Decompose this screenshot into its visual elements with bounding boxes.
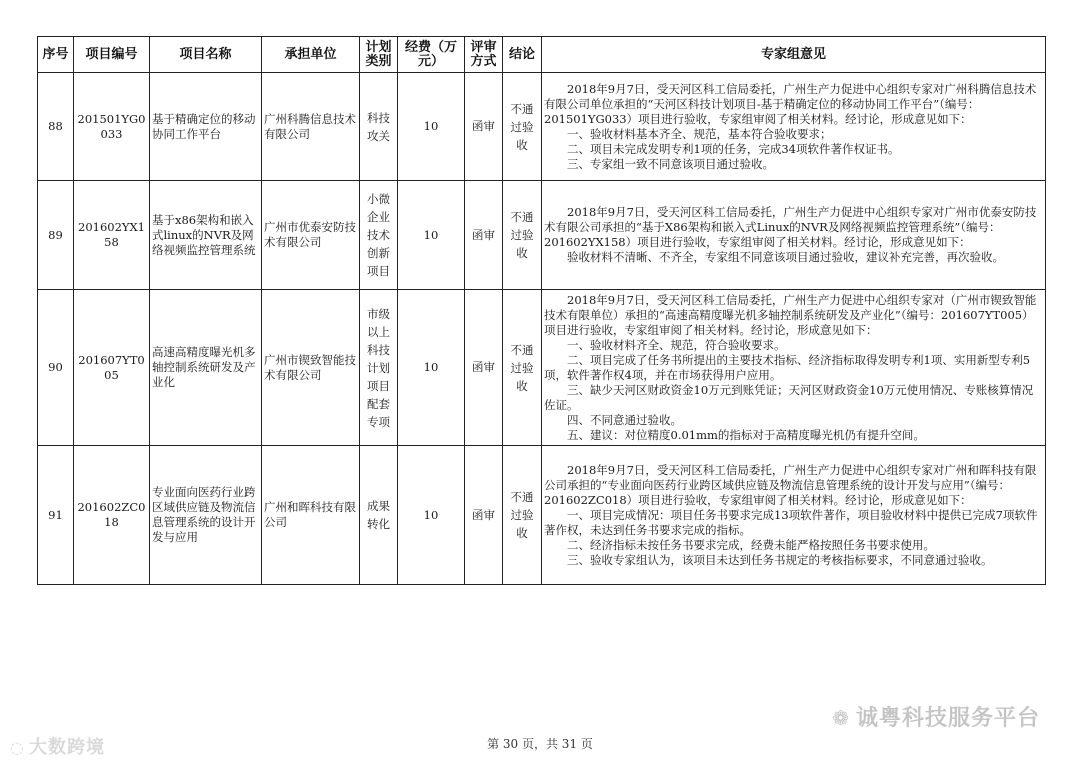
opinion-item: 验收材料不清晰、不齐全，专家组不同意该项目通过验收，建议补充完善，再次验收。 — [567, 250, 1004, 264]
table-row — [38, 181, 1046, 290]
table-row — [38, 73, 1046, 181]
opinion-intro: 2018年9月7日，受天河区科工信局委托，广州生产力促进中心组织专家对广州市优泰安防技术有限公司承担的“基于X86架构和嵌入式Linux的NVR及网络视频监控管理系统”（编号：201602YX158）项目进行验收，专家组审阅了相关材料。经讨论，形成意见如下： — [544, 205, 1037, 249]
opinion-item: 四、不同意通过验收。 — [567, 412, 682, 427]
row-funding: 10 — [398, 73, 465, 181]
row-no: 90 — [38, 290, 74, 446]
row-conclusion-text: 不通过验收 — [510, 101, 534, 152]
row-name: 基于精确定位的移动协同工作平台 — [150, 73, 262, 181]
row-funding: 10 — [398, 290, 465, 446]
row-conclusion — [503, 446, 542, 585]
acceptance-results-table — [37, 36, 1046, 585]
header-code: 项目编号 — [74, 37, 150, 73]
row-name: 专业面向医药行业跨区域供应链及物流信息管理系统的设计开发与应用 — [150, 446, 262, 585]
row-name: 基于x86架构和嵌入式linux的NVR及网络视频监控管理系统 — [150, 181, 262, 290]
watermark-right-text: 诚粤科技服务平台 — [855, 706, 1040, 731]
row-unit: 广州和晖科技有限公司 — [262, 446, 360, 585]
row-conclusion — [503, 181, 542, 290]
row-opinion — [542, 290, 1046, 446]
brand-logo-icon: ◌ — [10, 738, 25, 757]
watermark-left-text: 大数跨境 — [28, 737, 105, 758]
opinion-item: 五、建议：对位精度0.01mm的指标对于高精度曝光机仍有提升空间。 — [567, 427, 925, 442]
page-number: 第 30 页，共 31 页 — [487, 737, 593, 751]
header-no: 序号 — [38, 37, 74, 73]
row-category-text: 成果转化 — [367, 499, 390, 531]
opinion-item: 二、项目完成了任务书所提出的主要技术指标、经济指标取得发明专利1项、实用新型专利5项，软件著作权4项，并在市场获得用户应用。 — [544, 352, 1031, 382]
row-funding: 10 — [398, 181, 465, 290]
row-opinion — [542, 446, 1046, 585]
table-row — [38, 446, 1046, 585]
header-review: 评审方式 — [465, 37, 503, 73]
row-category — [360, 446, 398, 585]
row-code: 201501YG0033 — [74, 73, 150, 181]
row-review: 函审 — [465, 73, 503, 181]
opinion-intro: 2018年9月7日，受天河区科工信局委托，广州生产力促进中心组织专家对（广州市锲致智能技术有限单位）承担的“高速高精度曝光机多轴控制系统研发及产业化”（编号：201607YT005）项目进行验收，专家组审阅了相关材料。经讨论，形成意见如下： — [544, 292, 1037, 337]
opinion-intro: 2018年9月7日，受天河区科工信局委托，广州生产力促进中心组织专家对广州和晖科技有限公司承担的“专业面向医药行业跨区域供应链及物流信息管理系统的设计开发与应用”（编号：201602ZC018）项目进行验收，专家组审阅了相关材料。经讨论，形成意见如下： — [544, 462, 1037, 507]
row-category-text: 市级以上科技计划项目配套专项 — [367, 306, 390, 429]
row-opinion — [542, 181, 1046, 290]
opinion-item: 三、专家组一致不同意该项目通过验收。 — [567, 156, 774, 171]
opinion-item: 一、项目完成情况：项目任务书要求完成13项软件著作，项目验收材料中提供已完成7项软件著作权，未达到任务书要求完成的指标。 — [544, 507, 1038, 537]
wechat-icon: ❁ — [832, 706, 850, 730]
row-review: 函审 — [465, 181, 503, 290]
row-no: 89 — [38, 181, 74, 290]
row-review: 函审 — [465, 290, 503, 446]
row-conclusion — [503, 290, 542, 446]
opinion-item: 二、经济指标未按任务书要求完成，经费未能严格按照任务书要求使用。 — [567, 537, 935, 552]
header-funding: 经费（万元） — [398, 37, 465, 73]
header-unit: 承担单位 — [262, 37, 360, 73]
opinion-intro: 2018年9月7日，受天河区科工信局委托，广州生产力促进中心组织专家对广州科腾信息技术有限公司单位承担的“天河区科技计划项目-基于精确定位的移动协同工作平台”（编号：201501YG033）项目进行验收，专家组审阅了相关材料。经讨论，形成意见如下： — [544, 81, 1037, 126]
row-conclusion-text: 不通过验收 — [510, 490, 534, 540]
header-category: 计划类别 — [360, 37, 398, 73]
row-no: 88 — [38, 73, 74, 181]
row-code: 201602YX158 — [74, 181, 150, 290]
opinion-item: 一、验收材料基本齐全、规范，基本符合验收要求； — [567, 126, 832, 141]
opinion-item: 一、验收材料齐全、规范，符合验收要求。 — [567, 337, 786, 352]
row-opinion — [542, 73, 1046, 181]
row-funding: 10 — [398, 446, 465, 585]
table-header-row — [38, 37, 1046, 73]
row-category — [360, 73, 398, 181]
row-unit: 广州市锲致智能技术有限公司 — [262, 290, 360, 446]
row-conclusion — [503, 73, 542, 181]
row-unit: 广州科腾信息技术有限公司 — [262, 73, 360, 181]
watermark-right — [832, 701, 1040, 732]
row-review: 函审 — [465, 446, 503, 585]
row-unit: 广州市优泰安防技术有限公司 — [262, 181, 360, 290]
row-name: 高速高精度曝光机多轴控制系统研发及产业化 — [150, 290, 262, 446]
row-category-text: 科技攻关 — [367, 110, 390, 143]
row-category-text: 小微企业技术创新项目 — [367, 192, 390, 278]
opinion-item: 三、缺少天河区财政资金10万元到账凭证；天河区财政资金10万元使用情况、专账核算情况佐证。 — [544, 382, 1034, 412]
row-code: 201607YT005 — [74, 290, 150, 446]
opinion-item: 三、验收专家组认为，该项目未达到任务书规定的考核指标要求，不同意通过验收。 — [567, 552, 993, 567]
header-name: 项目名称 — [150, 37, 262, 73]
row-category — [360, 290, 398, 446]
row-no: 91 — [38, 446, 74, 585]
header-conclusion: 结论 — [503, 37, 542, 73]
table-row — [38, 290, 1046, 446]
row-category — [360, 181, 398, 290]
row-conclusion-text: 不通过验收 — [510, 210, 534, 260]
opinion-item: 二、项目未完成发明专利1项的任务，完成34项软件著作权证书。 — [567, 141, 900, 156]
row-conclusion-text: 不通过验收 — [510, 342, 534, 393]
row-code: 201602ZC018 — [74, 446, 150, 585]
header-opinion: 专家组意见 — [542, 37, 1046, 73]
